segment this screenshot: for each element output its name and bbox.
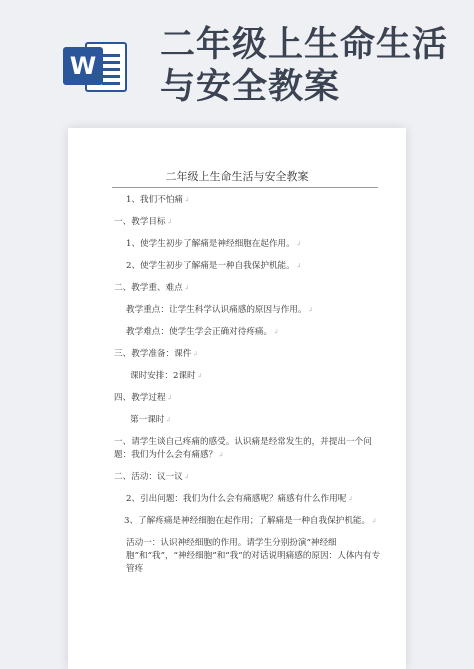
doc-line: 1、我们不怕痛↲ (126, 195, 190, 205)
document-body (114, 194, 384, 576)
word-letter-badge: W (63, 47, 103, 85)
doc-paragraph: 一、请学生谈自己疼痛的感受。认识痛是经常发生的，并提出一个问题：我们为什么会有痛感？↲ (114, 437, 372, 460)
document-title: 二年级上生命生活与安全教案 (165, 170, 309, 183)
doc-line: 2、引出问题：我们为什么会有痛感呢？痛感有什么作用呢↲ (126, 494, 354, 504)
doc-paragraph: 活动一：认识神经细胞的作用。请学生分别扮演“神经细胞”和“我”，“神经细胞”和“我”的对话说明痛感的原因：人体内有专管疼 (126, 538, 381, 574)
doc-line: 教学重点：让学生科学认识痛感的原因与作用。↲ (126, 305, 314, 315)
doc-line: 2、使学生初步了解痛是一种自我保护机能。↲ (126, 261, 302, 271)
doc-line: 一、教学目标↲ (114, 217, 173, 227)
word-document-icon (63, 38, 129, 94)
title-underline (112, 187, 378, 188)
doc-line: 二、教学重、难点↲ (114, 283, 190, 293)
doc-line: 课时安排：2课时↲ (130, 371, 203, 381)
doc-line: 三、教学准备：课件↲ (114, 349, 199, 359)
banner-title: 二年级上生命生活与安全教案 (160, 25, 449, 107)
doc-line: 3、了解疼痛是神经细胞在起作用；了解痛是一种自我保护机能。↲ (124, 516, 377, 526)
document-page (68, 128, 406, 669)
doc-line: 第一课时↲ (130, 415, 172, 425)
doc-line: 教学难点：使学生学会正确对待疼痛。↲ (126, 327, 279, 337)
header-banner (0, 0, 474, 120)
doc-line: 四、教学过程↲ (114, 393, 173, 403)
doc-line: 1、使学生初步了解痛是神经细胞在起作用。↲ (126, 239, 302, 249)
doc-line: 二、活动：议一议↲ (114, 472, 190, 482)
